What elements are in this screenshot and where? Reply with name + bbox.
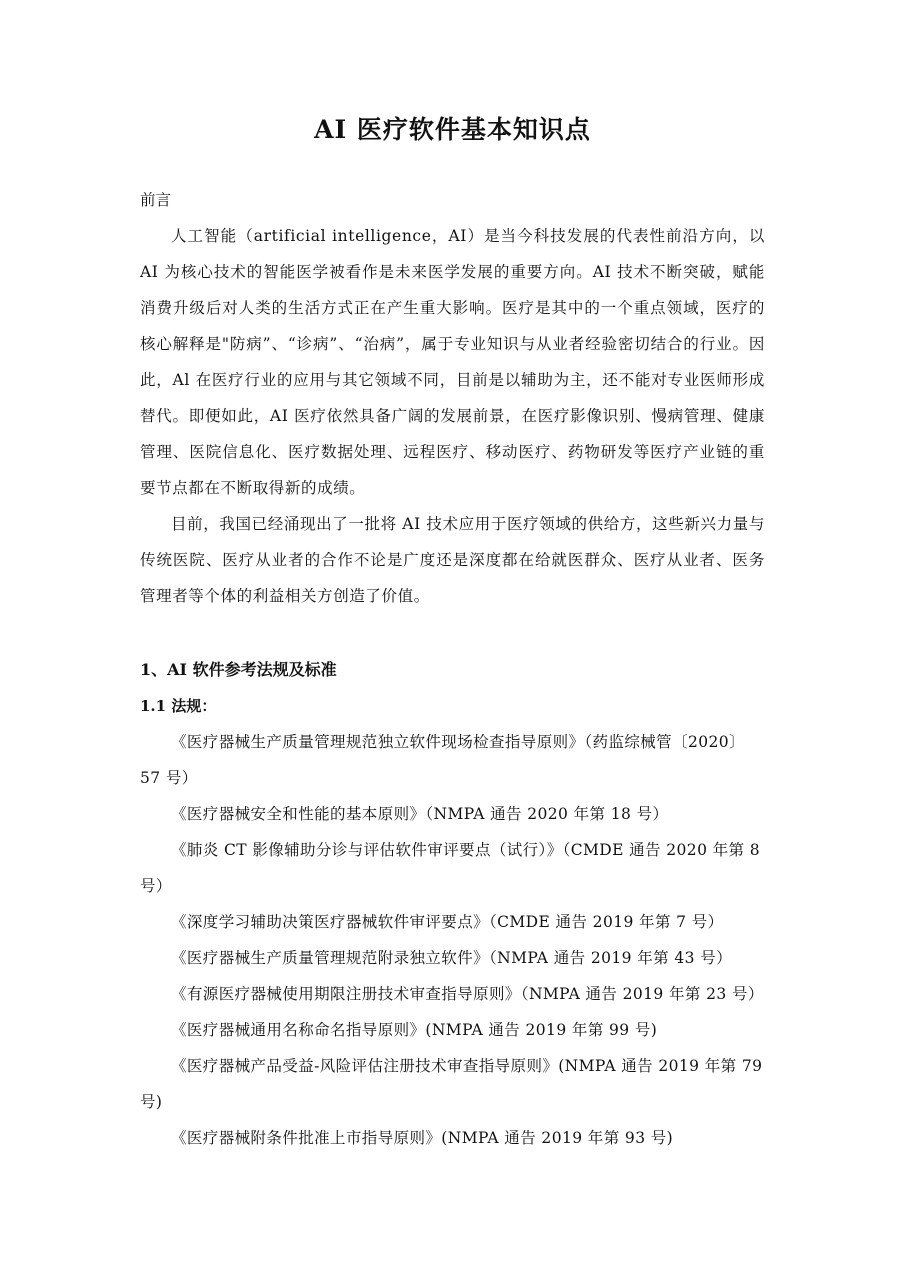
regulation-item: 《肺炎 CT 影像辅助分诊与评估软件审评要点（试行）》（CMDE 通告 2020 年第 8 号） xyxy=(140,841,761,895)
regulation-item: 《医疗器械附条件批准上市指导原则》(NMPA 通告 2019 年第 93 号) xyxy=(171,1129,674,1147)
preface-paragraph-1: 人工智能（artificial intelligence，AI）是当今科技发展的代表性前沿方向，以 AI 为核心技术的智能医学被看作是未来医学发展的重要方向。AI 技术不断突破，赋能消费升级后对人类的生活方式正在产生重大影响。医疗是其中的一个重点领域，医疗的核心解释是"防病”、“诊病”、“治病”，属于专业知识与从业者经验密切结合的行业。因此，Al 在医疗行业的应用与其它领域不同，目前是以辅助为主，还不能对专业医师形成替代。即便如此，AI 医疗依然具备广阔的发展前景，在医疗影像识别、慢病管理、健康管理、医院信息化、医疗数据处理、远程医疗、移动医疗、药物研发等医疗产业链的重要节点都在不断取得新的成绩。 xyxy=(140,227,765,497)
regulation-item: 《医疗器械产品受益-风险评估注册技术审查指导原则》(NMPA 通告 2019 年第 79 号) xyxy=(140,1057,763,1111)
subsection-heading-laws: 1.1 法规： xyxy=(140,697,217,715)
regulation-list xyxy=(140,724,765,1156)
section-heading-regulations: 1、AI 软件参考法规及标准 xyxy=(140,660,337,679)
regulation-item: 《深度学习辅助决策医疗器械软件审评要点》（CMDE 通告 2019 年第 7 号） xyxy=(171,913,724,931)
regulation-item: 《医疗器械生产质量管理规范附录独立软件》（NMPA 通告 2019 年第 43 号） xyxy=(171,949,732,967)
preface-label: 前言 xyxy=(140,191,172,209)
document-title: AI 医疗软件基本知识点 xyxy=(314,115,591,144)
regulation-item: 《医疗器械安全和性能的基本原则》（NMPA 通告 2020 年第 18 号） xyxy=(171,805,669,823)
regulation-item: 《有源医疗器械使用期限注册技术审查指导原则》（NMPA 通告 2019 年第 23 号） xyxy=(171,985,764,1003)
regulation-item: 《医疗器械通用名称命名指导原则》(NMPA 通告 2019 年第 99 号) xyxy=(171,1021,658,1039)
preface-paragraph-2: 目前，我国已经涌现出了一批将 AI 技术应用于医疗领域的供给方，这些新兴力量与传统医院、医疗从业者的合作不论是广度还是深度都在给就医群众、医疗从业者、医务管理者等个体的利益相关方创造了价值。 xyxy=(140,515,765,605)
regulation-item: 《医疗器械生产质量管理规范独立软件现场检查指导原则》（药监综械管〔2020〕57 号） xyxy=(140,733,745,787)
